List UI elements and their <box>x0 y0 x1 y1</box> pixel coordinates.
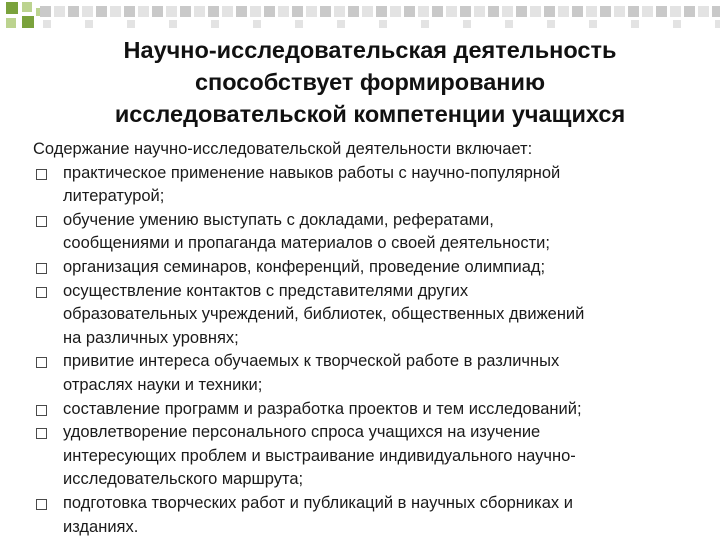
intro-text: Содержание научно-исследовательской деятельности включает: <box>33 140 533 158</box>
title-line: способствует формированию <box>194 69 546 95</box>
decorative-square <box>152 6 163 17</box>
list-item-text: осуществление контактов с представителями других <box>63 281 469 300</box>
decorative-square <box>642 6 653 17</box>
decorative-square <box>306 6 317 17</box>
decorative-square <box>250 6 261 17</box>
bullet-list <box>33 162 713 540</box>
list-item <box>33 209 713 256</box>
decorative-square <box>166 6 177 17</box>
decorative-square <box>684 6 695 17</box>
decorative-square <box>348 6 359 17</box>
list-item-text: обучение умению выступать с докладами, рефератами, <box>63 210 494 229</box>
hollow-square-icon <box>36 428 47 439</box>
title-line: Научно-исследовательская деятельность <box>123 37 617 63</box>
decorative-square <box>110 6 121 17</box>
decorative-square <box>572 6 583 17</box>
decorative-square <box>43 20 51 28</box>
list-item-text: составление программ и разработка проектов и тем исследований; <box>63 399 582 418</box>
hollow-square-icon <box>36 287 47 298</box>
list-item-text: практическое применение навыков работы с научно-популярной <box>63 163 561 182</box>
slide-title <box>40 34 700 130</box>
decorative-square <box>295 20 303 28</box>
decorative-square <box>236 6 247 17</box>
list-item-text: интересующих проблем и выстраивание индивидуального научно- <box>63 446 576 465</box>
list-item-text: образовательных учреждений, библиотек, общественных движений <box>63 305 585 324</box>
decorative-square <box>516 6 527 17</box>
list-item <box>33 280 713 351</box>
decorative-square <box>390 6 401 17</box>
decorative-square <box>376 6 387 17</box>
decorative-square <box>614 6 625 17</box>
decorative-square <box>670 6 681 17</box>
decorative-square <box>418 6 429 17</box>
decorative-square <box>169 20 177 28</box>
decorative-square <box>474 6 485 17</box>
hollow-square-icon <box>36 499 47 510</box>
decorative-square <box>362 6 373 17</box>
list-item-text: литературой; <box>63 187 165 206</box>
list-item <box>33 256 713 280</box>
slide-body <box>33 138 713 539</box>
decorative-square <box>180 6 191 17</box>
decorative-square <box>421 20 429 28</box>
list-item-text: организация семинаров, конференций, проведение олимпиад; <box>63 257 546 276</box>
decorative-square <box>712 6 720 17</box>
decorative-square <box>715 20 720 28</box>
hollow-square-icon <box>36 357 47 368</box>
decorative-square <box>6 2 18 14</box>
hollow-square-icon <box>36 263 47 274</box>
decorative-square <box>124 6 135 17</box>
decorative-square <box>320 6 331 17</box>
list-item-text: изданиях. <box>63 517 139 536</box>
decorative-square <box>22 16 34 28</box>
list-item <box>33 162 713 209</box>
list-item <box>33 492 713 539</box>
decorative-square <box>194 6 205 17</box>
decorative-square <box>404 6 415 17</box>
hollow-square-icon <box>36 169 47 180</box>
decorative-square <box>446 6 457 17</box>
decorative-square <box>530 6 541 17</box>
decorative-square <box>85 20 93 28</box>
decorative-square <box>208 6 219 17</box>
decorative-square <box>460 6 471 17</box>
hollow-square-icon <box>36 405 47 416</box>
list-item <box>33 421 713 492</box>
decorative-square <box>334 6 345 17</box>
decorative-square <box>628 6 639 17</box>
title-line: исследовательской компетенции учащихся <box>114 101 626 127</box>
decorative-square <box>68 6 79 17</box>
decorative-square <box>127 20 135 28</box>
decorative-square <box>544 6 555 17</box>
decorative-square <box>278 6 289 17</box>
decorative-square <box>6 18 16 28</box>
list-item-text: подготовка творческих работ и публикаций в научных сборниках и <box>63 493 573 512</box>
decorative-square <box>40 6 51 17</box>
list-item-text: удовлетворение персонального спроса учащихся на изучение <box>63 423 541 442</box>
decorative-square <box>600 6 611 17</box>
list-item <box>33 350 713 397</box>
list-item-text: сообщениями и пропаганда материалов о своей деятельности; <box>63 234 550 253</box>
decorative-square <box>82 6 93 17</box>
list-item-text: отраслях науки и техники; <box>63 375 263 394</box>
decorative-square <box>698 6 709 17</box>
decorative-square <box>264 6 275 17</box>
decorative-square <box>337 20 345 28</box>
list-item-text: на различных уровнях; <box>63 328 239 347</box>
decorative-square <box>673 20 681 28</box>
decorative-square <box>463 20 471 28</box>
decorative-square <box>96 6 107 17</box>
decorative-square <box>505 20 513 28</box>
decorative-square <box>656 6 667 17</box>
decorative-square <box>292 6 303 17</box>
decorative-square <box>589 20 597 28</box>
decorative-square <box>211 20 219 28</box>
decorative-square <box>488 6 499 17</box>
decorative-square <box>222 6 233 17</box>
list-item-text: исследовательского маршрута; <box>63 470 304 489</box>
decorative-square <box>586 6 597 17</box>
decorative-square <box>558 6 569 17</box>
decorative-square <box>22 2 32 12</box>
decorative-square <box>138 6 149 17</box>
decorative-square <box>547 20 555 28</box>
decorative-square <box>253 20 261 28</box>
list-item <box>33 398 713 422</box>
decorative-square <box>502 6 513 17</box>
hollow-square-icon <box>36 216 47 227</box>
list-item-text: привитие интереса обучаемых к творческой работе в различных <box>63 352 560 371</box>
decorative-square <box>379 20 387 28</box>
decorative-square <box>54 6 65 17</box>
decorative-square <box>432 6 443 17</box>
decorative-square <box>631 20 639 28</box>
